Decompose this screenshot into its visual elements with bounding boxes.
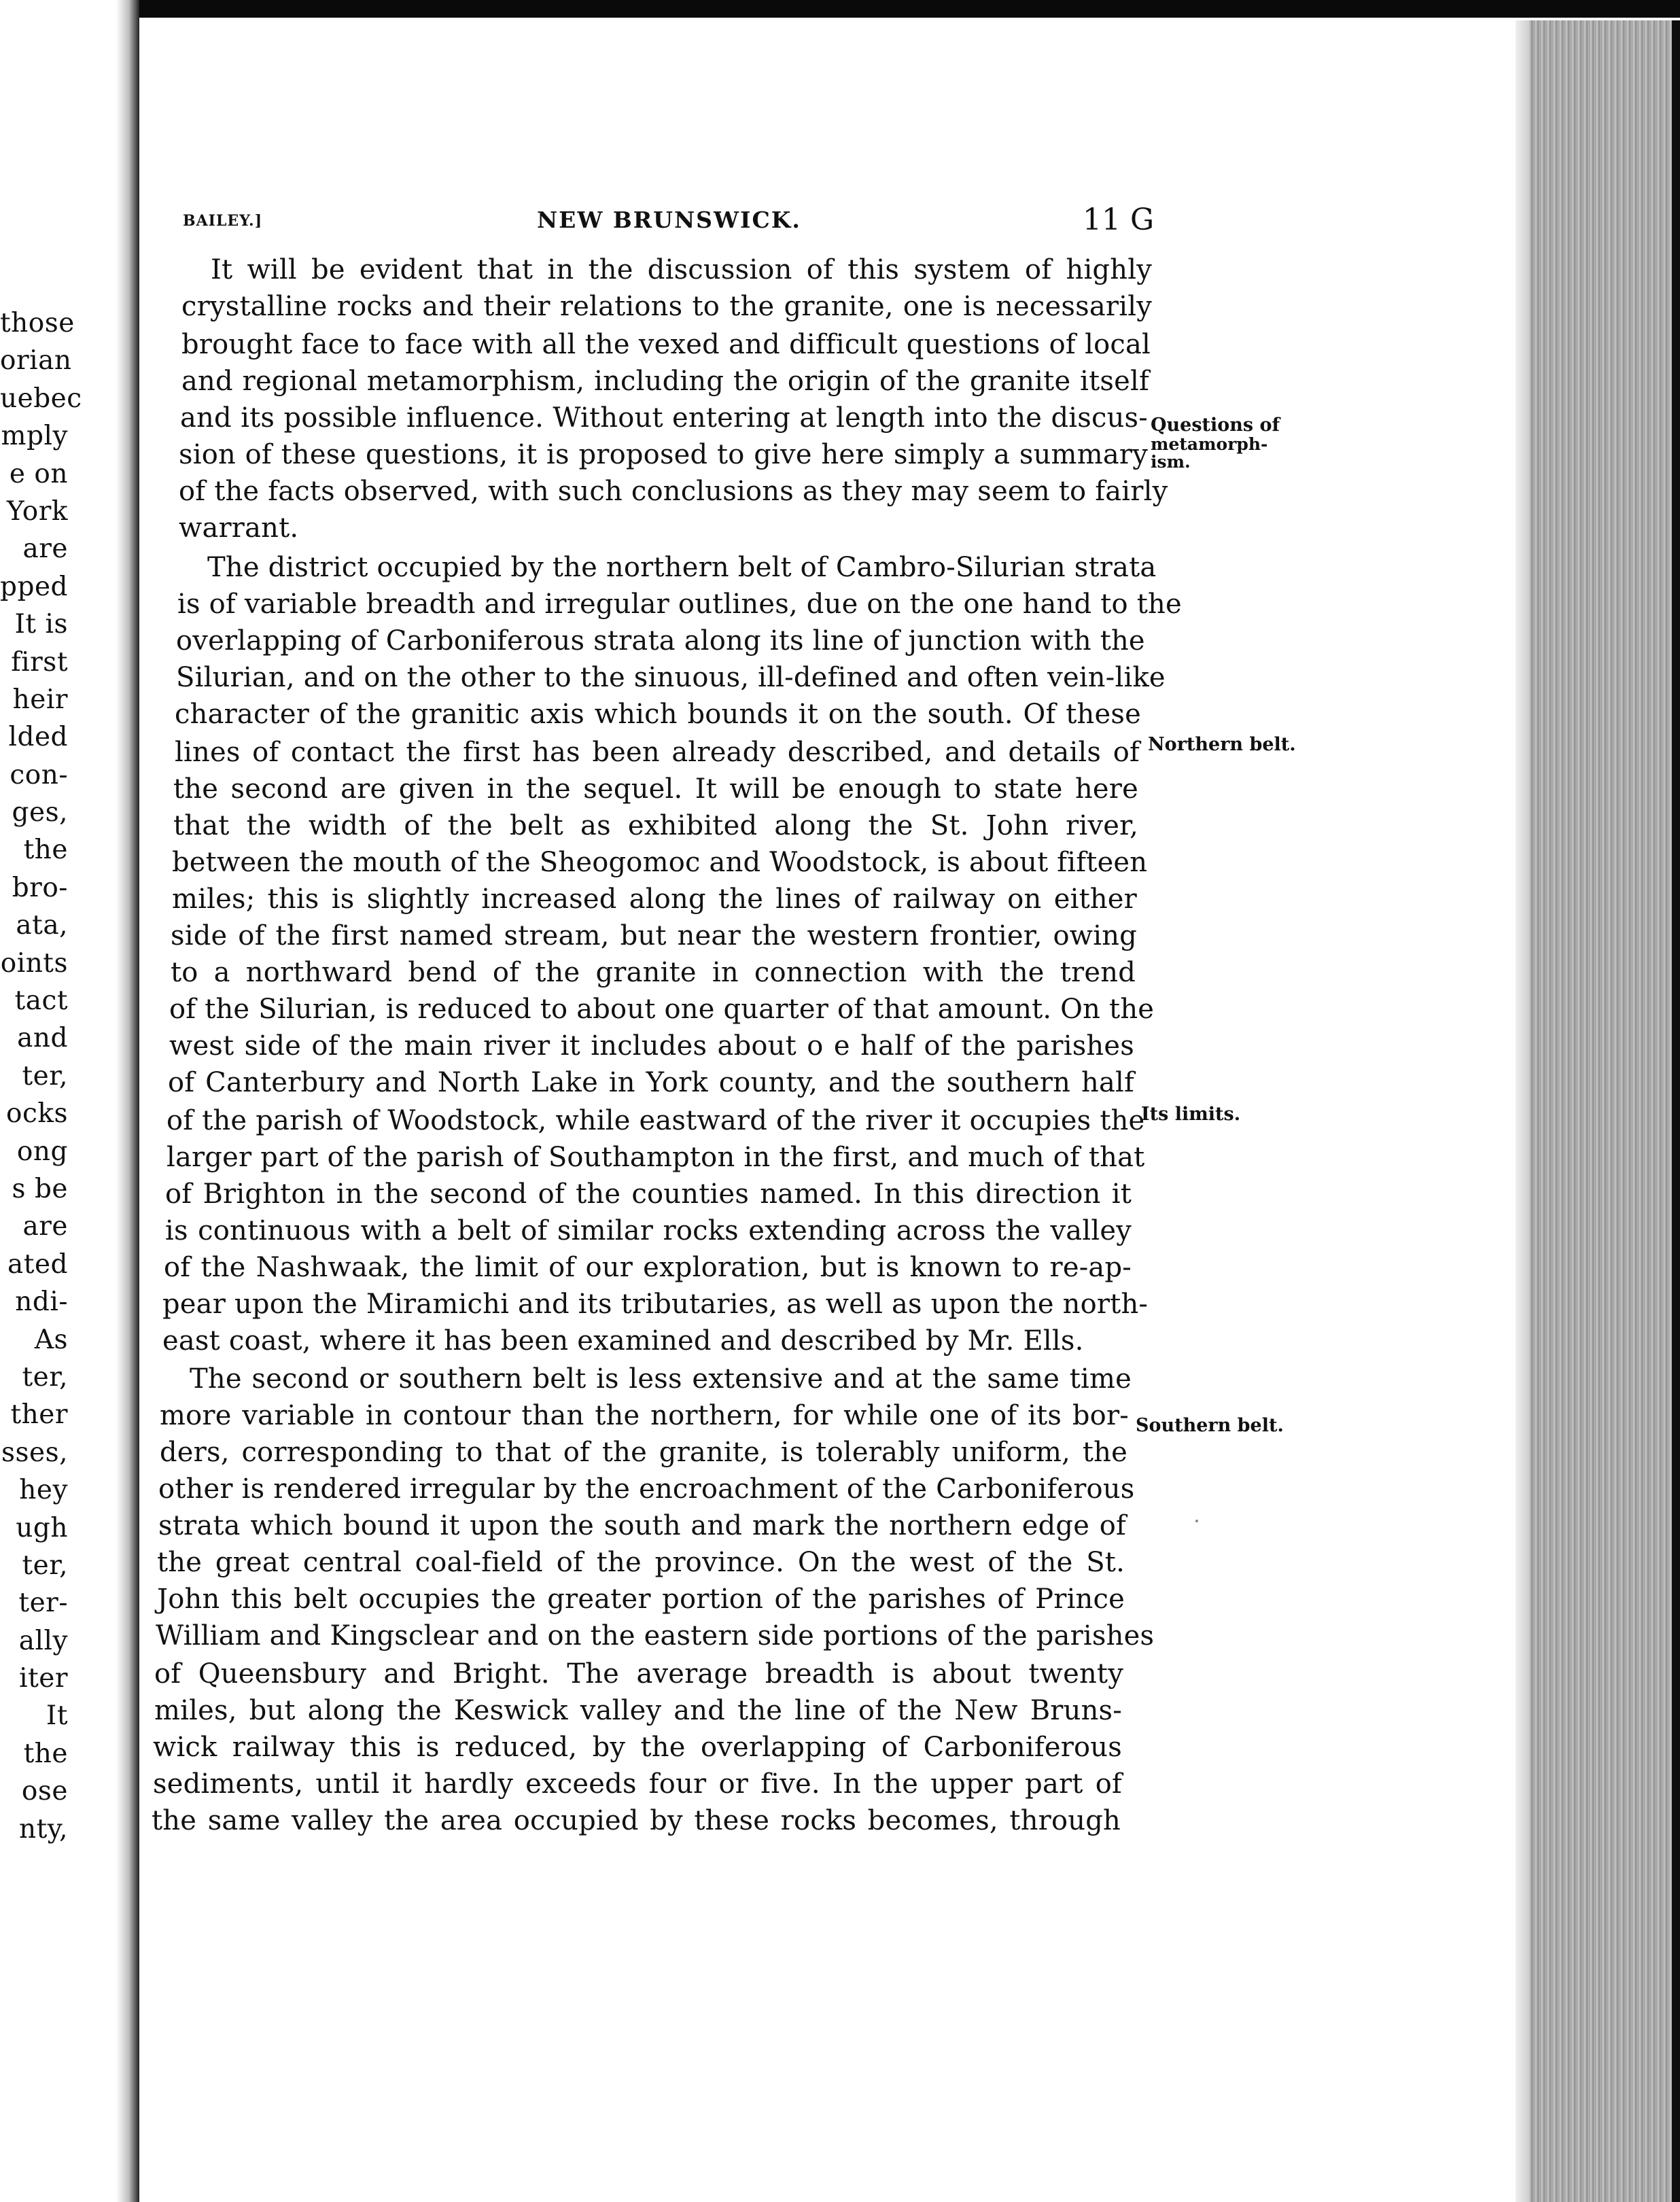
previous-page-fragment: lded: [8, 722, 68, 753]
text-line: pear upon the Miramichi and its tributaries, as well as upon the north-: [162, 1289, 1149, 1320]
previous-page-fragment: bro-: [12, 872, 68, 903]
text-line: east coast, where it has been examined and described by Mr. Ells.: [162, 1325, 1084, 1357]
text-line: between the mouth of the Sheogomoc and Woodstock, is about fifteen: [172, 847, 1148, 878]
text-line: character of the granitic axis which bounds it on the south. Of these: [175, 699, 1141, 730]
previous-page-fragment: ter,: [22, 1060, 68, 1091]
previous-page-fragment: iter: [19, 1663, 68, 1694]
previous-page-fragment: the: [23, 1738, 68, 1769]
previous-page-fragment: ally: [18, 1625, 68, 1656]
text-line: Silurian, and on the other to the sinuous, ill-defined and often vein-like: [176, 662, 1166, 693]
previous-page-fragment: It is: [14, 609, 68, 640]
top-dark-band: [0, 0, 1680, 18]
previous-page-fragment: orian: [0, 345, 72, 377]
margin-note-questions: Questions of: [1151, 415, 1280, 436]
text-line: of Queensbury and Bright. The average breadth is about twenty: [154, 1658, 1123, 1690]
previous-page-fragment: ocks: [6, 1098, 68, 1130]
text-line: the second are given in the sequel. It will be enough to state here: [173, 773, 1138, 805]
text-line: John this belt occupies the greater portion of the parishes of Prince: [157, 1584, 1125, 1615]
text-line: crystalline rocks and their relations to the granite, one is necessarily: [181, 291, 1152, 322]
text-line: brought face to face with all the vexed and difficult questions of local: [181, 329, 1151, 360]
text-line: of Canterbury and North Lake in York county, and the southern half: [168, 1067, 1134, 1098]
previous-page-fragment: oints: [0, 947, 68, 979]
previous-page-fragment: heir: [12, 684, 68, 715]
previous-page-fragment: con-: [10, 759, 68, 790]
previous-page-fragment: hey: [19, 1475, 68, 1506]
previous-page-fragment: ated: [7, 1248, 68, 1280]
previous-page-fragment: ter-: [18, 1588, 68, 1619]
margin-note-ism: ism.: [1151, 452, 1191, 472]
text-line: the great central coal-field of the province. On the west of the St.: [157, 1547, 1125, 1578]
previous-page-fragment: s be: [12, 1173, 68, 1204]
previous-page-fragment: ther: [10, 1399, 68, 1431]
text-line: to a northward bend of the granite in connection with the trend: [171, 957, 1136, 988]
margin-note-metamorphism: metamorph-: [1151, 434, 1268, 454]
page-number: 11 G: [1083, 203, 1155, 237]
page-stack-edge: [1516, 20, 1680, 2202]
previous-page-fragment: first: [11, 646, 68, 678]
previous-page-fragment: ndi-: [15, 1287, 68, 1318]
previous-page-text: [0, 304, 82, 1848]
text-line: sediments, until it hardly exceeds four or five. In the upper part of: [153, 1768, 1122, 1800]
text-line: of the parish of Woodstock, while eastward of the river it occupies the: [167, 1105, 1145, 1136]
text-line: of the facts observed, with such conclusions as they may seem to fairly: [179, 476, 1168, 507]
running-head: [139, 203, 1516, 247]
text-line: more variable in contour than the northern, for while one of its bor-: [160, 1400, 1129, 1431]
page-stack-inner: [1516, 20, 1529, 2202]
previous-page-fragment: ong: [16, 1136, 68, 1167]
text-line: William and Kingsclear and on the eastern side portions of the parishes: [156, 1620, 1155, 1652]
previous-page-fragment: mply: [1, 421, 68, 452]
gutter-shadow: [116, 0, 139, 2202]
previous-page-fragment: the: [23, 835, 68, 866]
text-line: west side of the main river it includes about o e half of the parishes: [169, 1030, 1134, 1062]
book-page: [139, 18, 1516, 2202]
previous-page-fragment: ose: [21, 1776, 68, 1807]
text-line: overlapping of Carboniferous strata along its line of junction with the: [176, 625, 1145, 657]
page-stack-outer: [1672, 20, 1680, 2202]
previous-page-fragment: tact: [14, 985, 68, 1017]
margin-note-its-limits: Its limits.: [1141, 1104, 1241, 1125]
previous-page-fragment: ges,: [12, 797, 68, 828]
previous-page-fragment: and: [17, 1023, 68, 1054]
text-line: The second or southern belt is less extensive and at the same time: [190, 1363, 1132, 1395]
previous-page-fragment: ter,: [22, 1361, 68, 1393]
text-line: of Brighton in the second of the counties named. In this direction it: [165, 1178, 1132, 1210]
previous-page-fragment: sses,: [1, 1437, 68, 1468]
previous-page-fragment: are: [22, 1211, 68, 1242]
chapter-running-head: NEW BRUNSWICK.: [537, 207, 801, 233]
ink-speck: [1195, 1520, 1198, 1522]
text-line: larger part of the parish of Southampton in the first, and much of that: [167, 1142, 1145, 1173]
previous-page-fragment: ugh: [16, 1512, 68, 1543]
text-line: that the width of the belt as exhibited along the St. John river,: [173, 810, 1138, 841]
margin-note-northern-belt: Northern belt.: [1148, 734, 1296, 755]
previous-page-fragment: As: [34, 1324, 68, 1355]
previous-page-fragment: are: [22, 534, 68, 565]
previous-page-fragment: York: [6, 495, 68, 527]
text-line: ders, corresponding to that of the granite, is tolerably uniform, the: [160, 1437, 1127, 1468]
text-line: is continuous with a belt of similar rocks extending across the valley: [165, 1215, 1132, 1246]
text-line: of the Nashwaak, the limit of our exploration, but is known to re-ap-: [164, 1252, 1132, 1283]
margin-note-southern-belt: Southern belt.: [1136, 1415, 1284, 1436]
text-line: miles, but along the Keswick valley and the line of the New Bruns-: [154, 1695, 1122, 1726]
previous-page-fragment: e on: [9, 458, 68, 489]
text-line: strata which bound it upon the south and mark the northern edge of: [158, 1510, 1126, 1541]
text-line: of the Silurian, is reduced to about one quarter of that amount. On the: [169, 994, 1155, 1025]
previous-page-fragment: nty,: [18, 1813, 68, 1845]
text-line: sion of these questions, it is proposed to give here simply a summary: [179, 439, 1148, 470]
text-line: It will be evident that in the discussion of this system of highly: [211, 254, 1152, 285]
text-line: warrant.: [179, 512, 299, 544]
previous-page-fragment: pped: [0, 571, 68, 602]
previous-page-fragment: ter,: [22, 1550, 68, 1581]
text-line: and its possible influence. Without entering at length into the discus-: [180, 402, 1148, 434]
text-line: The district occupied by the northern belt of Cambro-Silurian strata: [207, 552, 1157, 583]
previous-page-fragment: It: [46, 1700, 68, 1732]
previous-page-edge: [0, 0, 139, 2202]
previous-page-fragment: uebec: [0, 383, 82, 414]
text-line: other is rendered irregular by the encroachment of the Carboniferous: [158, 1473, 1135, 1505]
text-line: lines of contact the first has been already described, and details of: [175, 737, 1140, 768]
author-running-head: BAILEY.]: [183, 212, 263, 230]
text-line: and regional metamorphism, including the origin of the granite itself: [181, 366, 1149, 397]
text-line: the same valley the area occupied by these rocks becomes, through: [152, 1805, 1121, 1836]
text-line: is of variable breadth and irregular outlines, due on the one hand to the: [177, 589, 1182, 620]
previous-page-fragment: those: [0, 308, 75, 338]
text-line: side of the first named stream, but near the western frontier, owing: [171, 920, 1137, 951]
text-line: wick railway this is reduced, by the overlapping of Carboniferous: [153, 1732, 1122, 1763]
previous-page-fragment: ata,: [16, 910, 68, 941]
text-line: miles; this is slightly increased along the lines of railway on either: [172, 884, 1137, 915]
